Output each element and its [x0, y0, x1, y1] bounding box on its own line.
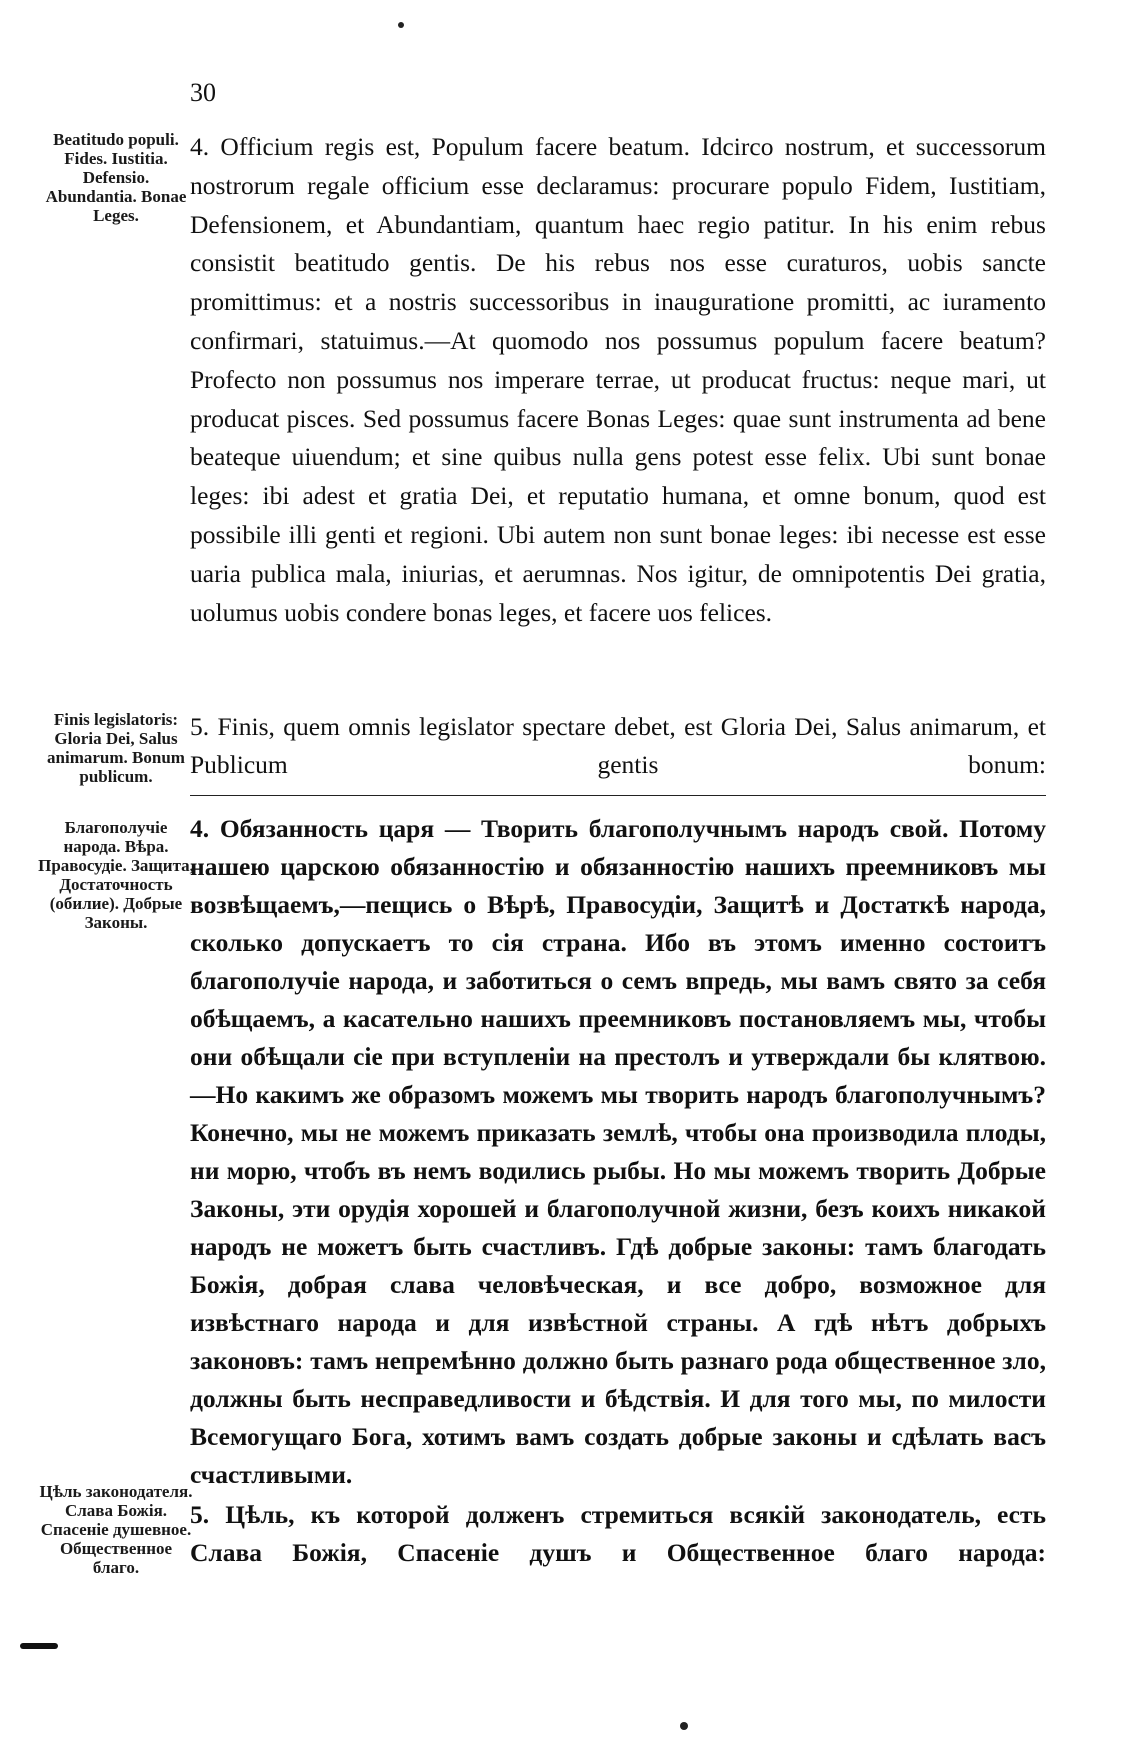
paragraph-latin-4: 4. Officium regis est, Populum facere beatum. Idcirco nostrum, et successorum nostrorum regale officium esse declaramus: procurare populo Fidem, Iustitiam, Defensionem, et Abundantiam, quantum haec regio patitur. In his enim rebus consistit beatitudo gentis. De his rebus nos esse curaturos, uobis sancte promittimus: et a nostris successoribus in inauguratione promitti, ac iuramento confirmari, statuimus.—At quomodo nos possumus populum facere beatum? Profecto non possumus nos imperare terrae, ut producat fructus: neque mari, ut producat pisces. Sed possumus facere Bonas Leges: quae sunt instrumenta ad bene beateque uiuendum; et sine quibus nulla gens potest esse felix. Ubi sunt bonae leges: ibi adest et gratia Dei, et reputatio humana, et omne bonum, quod est possibile illi genti et regioni. Ubi autem non sunt bonae leges: ibi necesse est esse uaria publica mala, iniurias, et aerumnas. Nos igitur, de omnipotentis Dei gratia, uolumus uobis condere bonas leges, et facere uos felices. [190, 132, 1046, 627]
paragraph-russian-5: 5. Цѣль, къ которой долженъ стремиться всякій законодатель, есть Слава Божія, Спасеніе душъ и Общественное благо народа: [190, 1500, 1046, 1567]
margin-note-latin-finis: Finis legislatoris: Gloria Dei, Salus animarum. Bonum publicum. [47, 710, 185, 786]
margin-note-russian-blagopoluchie: Благополучіе народа. Вѣра. Правосудіе. Защита, Достаточность (обилие). Добрые Законы. [38, 818, 194, 932]
margin-note-latin-beatitudo: Beatitudo populi. Fides. Iustitia. Defensio. Abundantia. Bonae Leges. [45, 130, 187, 225]
section-divider-rule [190, 795, 1046, 796]
ink-dash-mark [20, 1643, 58, 1649]
paragraph-latin-5: 5. Finis, quem omnis legislator spectare debet, est Gloria Dei, Salus animarum, et Publicum gentis bonum: [190, 712, 1046, 779]
margin-note-russian-tsel: Цѣль законодателя. Слава Божія. Спасеніе душевное. Общественное благо. [39, 1482, 193, 1577]
ink-speck-bottom [680, 1722, 688, 1730]
page-number: 30 [190, 78, 216, 107]
ink-speck-top [398, 22, 404, 28]
paragraph-russian-4: 4. Обязанность царя — Творить благополучнымъ народъ свой. Потому нашею царскою обязанностію и обязанностію нашихъ преемниковъ мы возвѣщаемъ,—пещись о Вѣрѣ, Правосудіи, Защитѣ и Достаткѣ народа, сколько допускаетъ то сія страна. Ибо въ этомъ именно состоитъ благополучіе народа, и заботиться о семъ впредь, мы вамъ свято за себя обѣщаемъ, а касательно нашихъ преемниковъ постановляемъ мы, чтобы они обѣщали сіе при вступленіи на престолъ и утверждали бы клятвою.—Но какимъ же образомъ можемъ мы творить народъ благополучнымъ? Конечно, мы не можемъ приказать землѣ, чтобы она производила плоды, ни морю, чтобъ въ немъ водились рыбы. Но мы можемъ творить Добрые Законы, эти орудія хорошей и благополучной жизни, безъ коихъ никакой народъ не можетъ быть счастливъ. Гдѣ добрые законы: тамъ благодать Божія, добрая слава человѣческая, и все добро, возможное для извѣстнаго народа и для извѣстной страны. А гдѣ нѣтъ добрыхъ законовъ: тамъ непремѣнно должно быть разнаго рода общественное зло, должны быть несправедливости и бѣдствія. И для того мы, по милости Всемогущаго Бога, хотимъ вамъ создать добрые законы и сдѣлать васъ счастливыми. [190, 814, 1046, 1489]
